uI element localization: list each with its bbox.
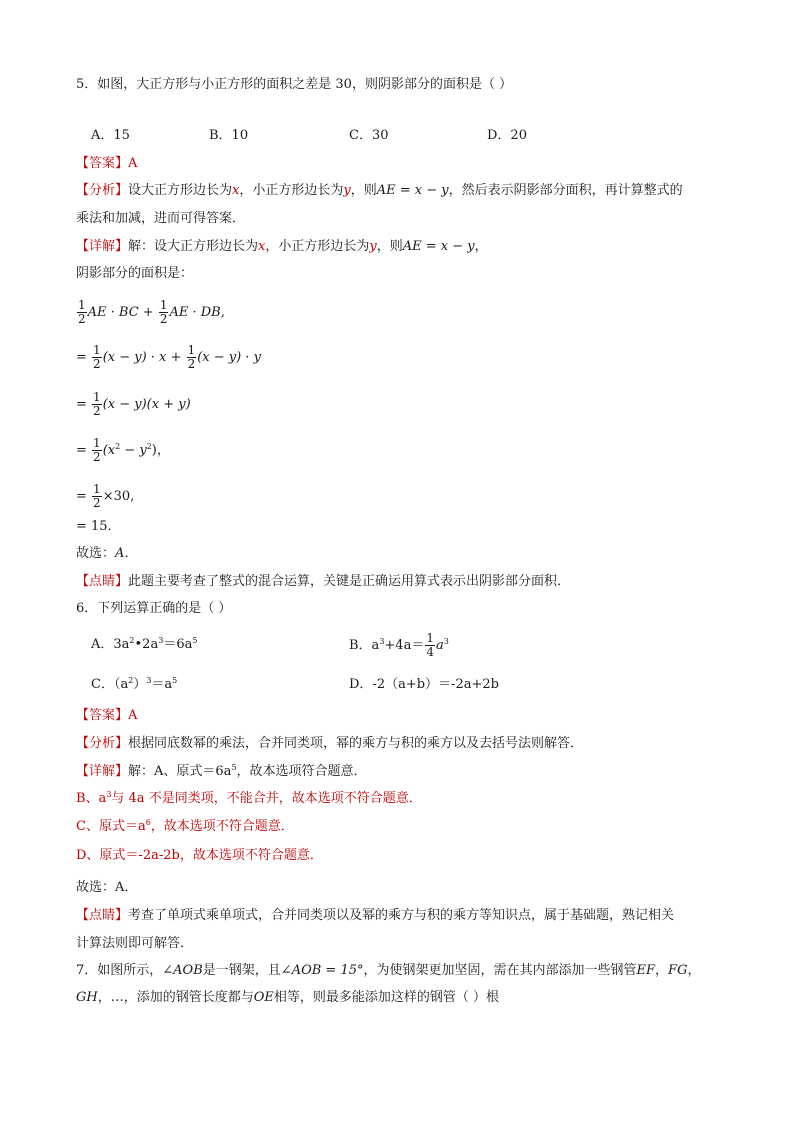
fraction-half: $\frac{1}{2}$	[78, 298, 86, 326]
segment-fg: FG	[668, 963, 688, 978]
detail-text: 解：设大正方形边长为	[128, 239, 259, 254]
math-term: )，	[151, 443, 170, 458]
analysis-text: ，然后表示阴影部分面积，再计算整式的	[448, 183, 683, 198]
choose-answer: A．	[115, 546, 138, 561]
q5-step-3	[76, 391, 191, 418]
answer-tag: 【答案】	[76, 708, 129, 723]
equals-sign: =	[76, 397, 87, 412]
fraction-half: $\frac{1}{2}$	[93, 390, 101, 418]
math-term: AE · DB,	[169, 305, 225, 320]
q6-stem: 6．下列运算正确的是（ ）	[76, 601, 232, 616]
q5-shade-label: 阴影部分的面积是：	[76, 266, 194, 281]
answer-value: A	[128, 156, 138, 171]
q5-step-1	[76, 299, 225, 326]
segment-oe: OE	[253, 990, 274, 1005]
q5-step-5	[76, 483, 134, 510]
equals-sign: =	[76, 489, 87, 504]
answer-value: A	[128, 708, 138, 723]
q5-option-c: C．30	[349, 128, 389, 143]
analysis-tag: 【分析】	[76, 736, 129, 751]
segment-gh: GH	[76, 990, 98, 1005]
angle-equation: ∠AOB = 15°	[280, 963, 364, 978]
exponent: 2	[115, 442, 121, 451]
detail-tag: 【详解】	[76, 764, 129, 779]
equals-sign: =	[76, 350, 87, 365]
fraction-half: $\frac{1}{2}$	[159, 298, 168, 326]
q7-stem-line-2: GH，…，添加的钢管长度都与OE相等，则最多能添加这样的钢管（ ）根	[76, 990, 500, 1005]
math-term: (x − y) · x +	[102, 350, 186, 365]
equation-ae: AE = x − y	[376, 183, 449, 198]
analysis-text: ，则	[350, 183, 377, 198]
var-x: x	[258, 239, 266, 254]
math-term: ×30,	[102, 489, 135, 504]
fraction-quarter: $\frac{1}{4}$	[426, 631, 434, 659]
q5-option-a: A．15	[91, 128, 130, 143]
var-y: y	[343, 183, 351, 198]
q6-option-b: B．$a^3+4a=$ $\frac{1}{4}$ $a^3$	[349, 631, 449, 659]
q5-detail-line-1	[76, 238, 488, 256]
q5-analysis-line-2: 乘法和加减，进而可得答案．	[76, 211, 246, 226]
q7-stem-line-1: 7．如图所示，∠AOB是一钢架，且∠AOB = 15°，为使钢架更加坚固，需在其内部添加一些钢管EF，FG，	[76, 963, 701, 978]
segment-ef: EF	[636, 963, 656, 978]
math-term: (x	[102, 443, 116, 458]
analysis-text: ，小正方形边长为	[239, 183, 344, 198]
q6-detail-a: 【详解】解：A、原式$=6a^5$，故本选项符合题意．	[76, 763, 367, 779]
analysis-text: 设大正方形边长为	[128, 183, 233, 198]
q5-choose	[76, 545, 137, 563]
detail-text: ，小正方形边长为	[265, 239, 370, 254]
math-term: AE · BC +	[87, 305, 158, 320]
exponent: 2	[146, 442, 152, 451]
q5-step-4	[76, 437, 170, 464]
math-term: − y	[120, 443, 147, 458]
q5-stem: 5．如图，大正方形与小正方形的面积之差是 30，则阴影部分的面积是（ ）	[76, 77, 513, 92]
var-y: y	[369, 239, 377, 254]
q6-detail-b: B、$a^3$与 4a 不是同类项，不能合并，故本选项不符合题意．	[76, 790, 422, 806]
comment-text: 此题主要考查了整式的混合运算，关键是正确运用算式表示出阴影部分面积．	[128, 574, 571, 589]
math-term: (x − y) · y	[197, 350, 261, 365]
q6-option-c: C．$(a^2)^3=a^5$	[91, 676, 178, 692]
analysis-text: 根据同底数幂的乘法，合并同类项，幂的乘方与积的乘方以及去括号法则解答．	[128, 736, 584, 751]
detail-tag: 【详解】	[76, 239, 129, 254]
var-x: x	[232, 183, 240, 198]
q5-answer	[76, 155, 137, 173]
q6-choose: 故选：A．	[76, 880, 138, 895]
comment-tag: 【点睛】	[76, 908, 129, 923]
analysis-tag: 【分析】	[76, 183, 129, 198]
math-term: (x − y)(x + y)	[102, 397, 191, 412]
angle-aob: ∠AOB	[162, 963, 203, 978]
q6-comment-line-1	[76, 907, 674, 925]
q5-option-d: D．20	[487, 128, 527, 143]
q6-option-d: D．-2（a+b）＝-2a+2b	[349, 677, 499, 692]
q6-comment-line-2: 计算法则即可解答．	[76, 936, 194, 951]
fraction-half: $\frac{1}{2}$	[93, 436, 101, 464]
q6-analysis	[76, 735, 583, 753]
q6-option-a: A．$3a^2•2a^3=6a^5$	[91, 636, 198, 652]
fraction-half: $\frac{1}{2}$	[93, 482, 101, 510]
q5-step-6: = 15．	[76, 519, 121, 534]
q6-detail-c: C、原式$=a^6$，故本选项不符合题意．	[76, 818, 294, 834]
answer-tag: 【答案】	[76, 156, 129, 171]
q5-comment	[76, 573, 570, 591]
comment-text: 考查了单项式乘单项式，合并同类项以及幂的乘方与积的乘方等知识点，属于基础题，熟记相关	[128, 908, 675, 923]
q5-option-b: B．10	[209, 128, 249, 143]
equals-sign: =	[76, 443, 87, 458]
fraction-half: $\frac{1}{2}$	[93, 343, 101, 371]
q5-analysis-line-1	[76, 182, 683, 200]
choose-label: 故选：	[76, 546, 116, 561]
detail-text: ，	[474, 239, 488, 254]
fraction-half: $\frac{1}{2}$	[187, 343, 196, 371]
q6-answer	[76, 707, 137, 725]
equation-ae: AE = x − y	[402, 239, 475, 254]
q6-detail-d: D、原式＝-2a-2b，故本选项不符合题意．	[76, 848, 323, 863]
comment-tag: 【点睛】	[76, 574, 129, 589]
detail-text: ，则	[376, 239, 403, 254]
q5-step-2	[76, 344, 261, 371]
